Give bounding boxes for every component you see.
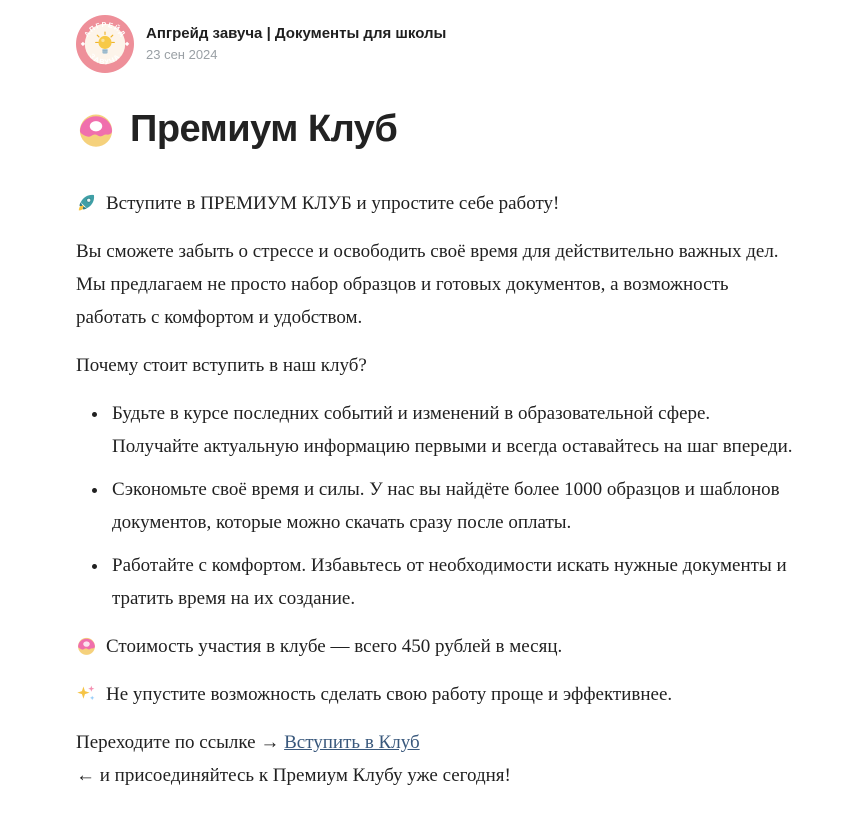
donut-icon <box>76 109 116 149</box>
donut-icon <box>76 634 97 655</box>
cta-after-text: ← и присоединяйтесь к Премиум Клубу уже сегодня! <box>76 765 511 786</box>
price-line <box>76 630 793 663</box>
cta-before-text: Переходите по ссылке → <box>76 732 285 753</box>
logo-bottom-text: ЗАВУЧА <box>87 52 123 67</box>
urgency-line <box>76 678 793 711</box>
article-body <box>76 187 793 792</box>
rocket-icon <box>76 191 97 212</box>
question-line: Почему стоит вступить в наш клуб? <box>76 355 367 376</box>
urgency-text: Не упустите возможность сделать свою работу проще и эффективнее. <box>106 684 673 705</box>
post-date: 23 сен 2024 <box>146 47 218 62</box>
page-title-text: Премиум Клуб <box>130 108 398 150</box>
page-title <box>76 107 793 151</box>
post-meta <box>146 24 446 64</box>
price-text: Стоимость участия в клубе — всего 450 рублей в месяц. <box>106 636 563 657</box>
benefits-list <box>76 397 793 615</box>
sparkles-icon <box>76 682 97 703</box>
list-item: • Работайте с комфортом. Избавьтесь от необходимости искать нужные документы и тратить время на их создание. <box>109 549 793 615</box>
intro-text: Вступите в ПРЕМИУМ КЛУБ и упростите себе работу! <box>106 193 560 214</box>
cta-line <box>76 726 793 792</box>
channel-logo-icon[interactable] <box>76 15 134 73</box>
pitch-paragraph: Вы сможете забыть о стрессе и освободить своё время для действительно важных дел. Мы предлагаем не просто набор образцов и готовых документов, а возможность работать с комфортом и удобством. <box>76 241 779 328</box>
intro-line <box>76 187 793 220</box>
list-item: • Сэкономьте своё время и силы. У нас вы найдёте более 1000 образцов и шаблонов документов, которые можно скачать сразу после оплаты. <box>109 473 793 539</box>
channel-name[interactable]: Апгрейд завуча | Документы для школы <box>146 25 447 42</box>
logo-top-text: АПГРЕЙД <box>83 21 127 39</box>
list-item: • Будьте в курсе последних событий и изменений в образовательной сфере. Получайте актуальную информацию первыми и всегда оставайтесь на шаг впереди. <box>109 397 793 463</box>
join-club-link[interactable]: Вступить в Клуб <box>284 732 420 753</box>
post-header <box>76 15 793 73</box>
